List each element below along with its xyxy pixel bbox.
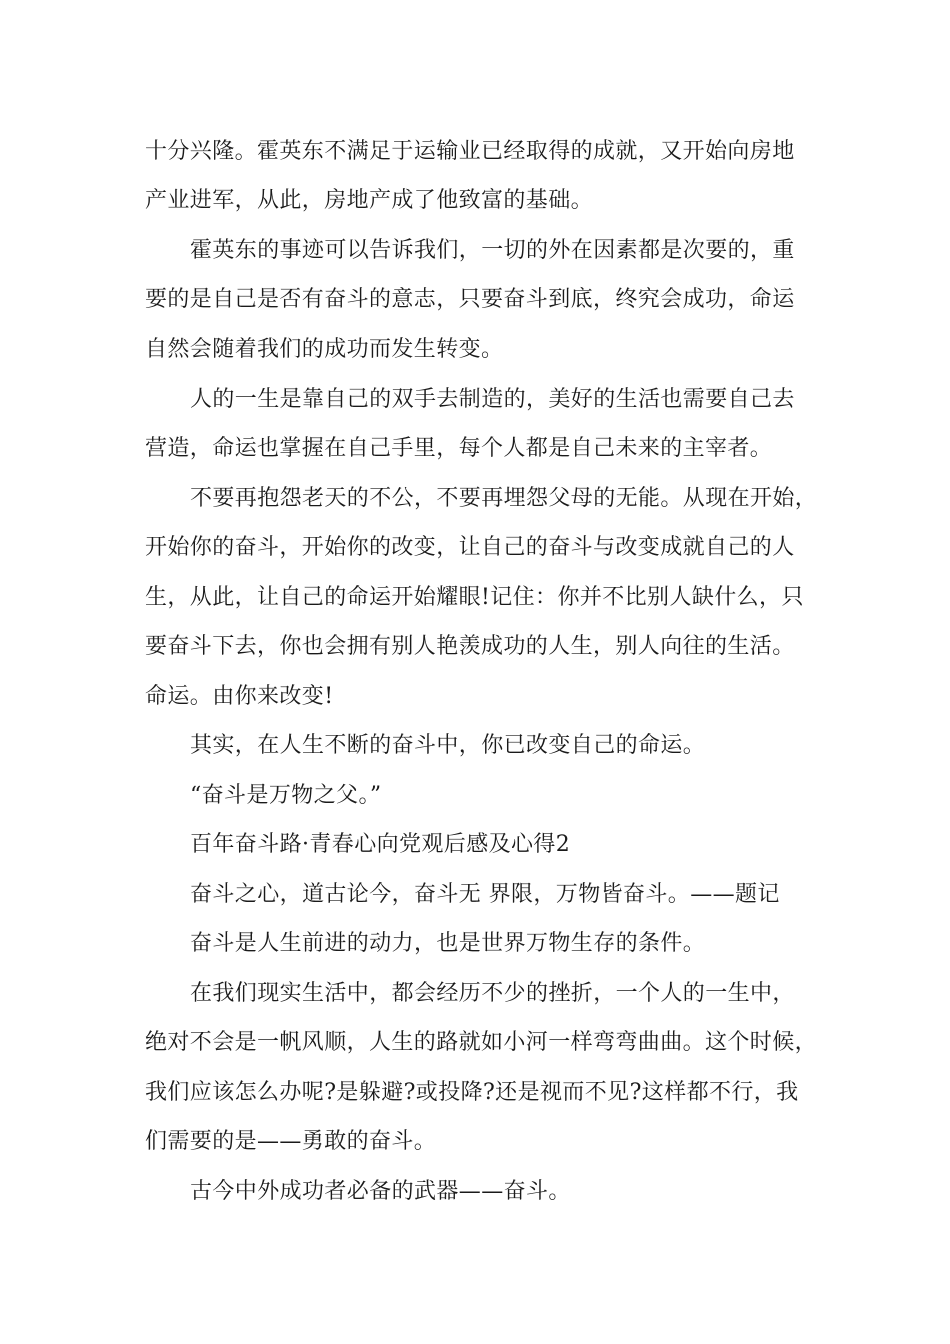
paragraph-line: 十分兴隆。霍英东不满足于运输业已经取得的成就，又开始向房地 [145, 139, 795, 164]
paragraph-line: 要的是自己是否有奋斗的意志，只要奋斗到底，终究会成功，命运 [145, 287, 795, 312]
paragraph-line: 其实，在人生不断的奋斗中，你已改变自己的命运。 [190, 733, 706, 758]
paragraph-line: 自然会随着我们的成功而发生转变。 [145, 337, 504, 362]
section-title: 百年奋斗路·青春心向党观后感及心得2 [190, 832, 571, 857]
paragraph-line: 要奋斗下去，你也会拥有别人艳羡成功的人生，别人向往的生活。 [145, 634, 795, 659]
paragraph-line: 人的一生是靠自己的双手去制造的，美好的生活也需要自己去 [190, 387, 795, 412]
paragraph-line: 生，从此，让自己的命运开始耀眼!记住：你并不比别人缺什么，只 [145, 585, 804, 610]
paragraph-line: 在我们现实生活中，都会经历不少的挫折，一个人的一生中， [190, 981, 795, 1006]
paragraph-line: 霍英东的事迹可以告诉我们，一切的外在因素都是次要的，重 [190, 238, 795, 263]
paragraph-line: 奋斗是人生前进的动力，也是世界万物生存的条件。 [190, 931, 706, 956]
paragraph-line: 我们应该怎么办呢?是躲避?或投降?还是视而不见?这样都不行，我 [145, 1080, 799, 1105]
epigraph-line: 奋斗之心，道古论今，奋斗无 界限，万物皆奋斗。——题记 [190, 882, 780, 907]
paragraph-line: 古今中外成功者必备的武器——奋斗。 [190, 1179, 571, 1204]
paragraph-line: 产业进军，从此，房地产成了他致富的基础。 [145, 188, 594, 213]
paragraph-line: 绝对不会是一帆风顺，人生的路就如小河一样弯弯曲曲。这个时候， [145, 1030, 818, 1055]
paragraph-line: 不要再抱怨老天的不公，不要再埋怨父母的无能。从现在开始， [190, 486, 818, 511]
paragraph-line: 们需要的是——勇敢的奋斗。 [145, 1129, 437, 1154]
paragraph-line: 营造，命运也掌握在自己手里，每个人都是自己未来的主宰者。 [145, 436, 773, 461]
paragraph-line: 开始你的奋斗，开始你的改变，让自己的奋斗与改变成就自己的人 [145, 535, 795, 560]
quote-line: “奋斗是万物之父。” [190, 783, 382, 808]
paragraph-line: 命运。由你来改变! [145, 684, 334, 709]
